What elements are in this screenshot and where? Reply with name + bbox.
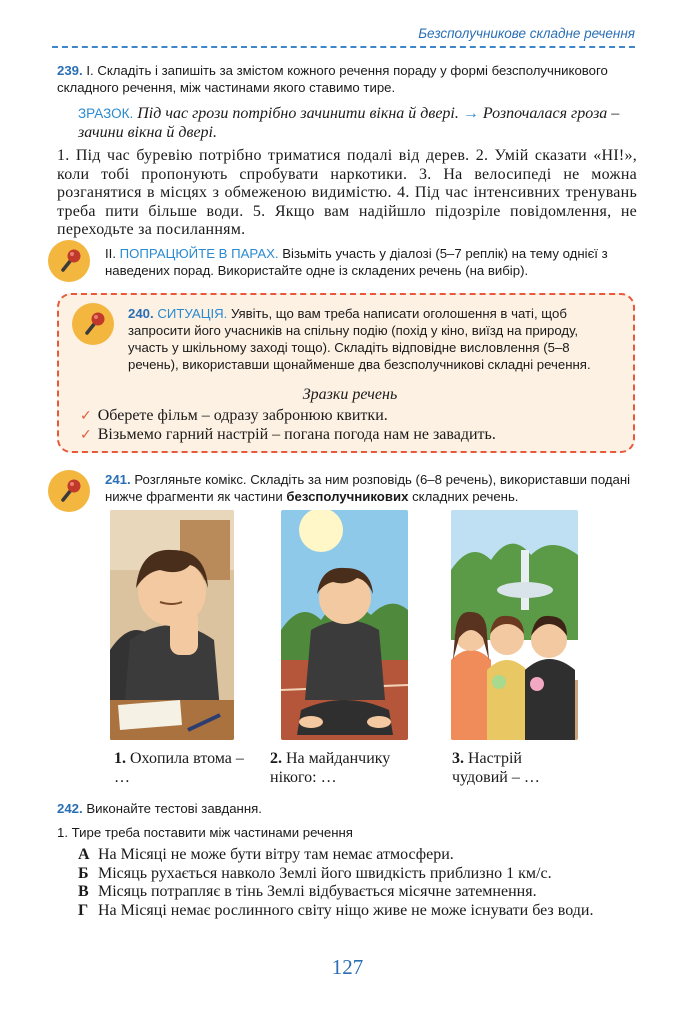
microphone-icon [72,303,114,345]
exercise-239-part1-text: І. Складіть і запишіть за змістом кожного речення пораду у формі безсполучникового складного речення, між частинами якого ставимо тире. [57,63,608,95]
header-title: Безсполучникове складне речення [418,26,635,41]
exercise-239-part2 [105,245,637,279]
exercise-241-bold-word: безсполучникових [286,489,409,504]
exercise-242-text: Виконайте тестові завдання. [86,801,262,816]
header-divider [52,46,635,48]
exercise-241-text-before: Розгляньте комікс. Складіть за ним розповідь (6–8 речень), використавши подані нижче фрагменти як частини [105,472,631,504]
comic-panel-empty-playground [281,510,408,740]
exercise-239-sample [78,105,636,142]
exercise-239-task [57,62,637,96]
test-option: Б Місяць рухається навколо Землі його швидкість приблизно 1 км/с. [78,864,552,882]
sample-sentence: ✓ Оберете фільм – одразу забронюю квитки. [80,407,388,424]
exercise-241-task [105,471,637,505]
sample-text-2: Розпочалася гроза – зачини вікна й двері. [78,105,620,141]
page-number: 127 [331,955,364,979]
microphone-icon [48,470,90,512]
situation-label: СИТУАЦІЯ. [157,306,228,321]
test-question: 1. Тире треба поставити між частинами речення [57,825,353,840]
microphone-icon [48,240,90,282]
test-option: В Місяць потрапляє в тінь Землі відбувається місячне затемнення. [78,883,537,900]
comic-caption-1: 1. Охопила втома – … [114,750,244,786]
exercise-239-sentences: 1. Під час буревію потрібно триматися подалі від дерев. 2. Умій сказати «НІ!», коли тобі пропонують спробувати наркотики. 3. На велосипеді не можна розганятися в місцях з обмеженою видимістю. 4. Під час інтенсивних тренувань треба пити більше води. 5. Якщо вам надійшло підозріле повідомлення, не переходьте за посиланням. [57,147,637,238]
comic-caption-3: 3. Настрій чудовий – … [452,750,540,786]
exercise-241-text-after: складних речень. [412,489,519,504]
pair-work-label: ПОПРАЦЮЙТЕ В ПАРАХ. [119,246,279,261]
part2-prefix: ІІ. [105,246,116,261]
comic-panel-happy-friends [451,510,578,740]
samples-title: Зразки речень [302,386,398,403]
sample-sentence: ✓ Візьмемо гарний настрій – погана погода нам не завадить. [80,425,496,443]
test-option: Г На Місяці немає рослинного світу ніщо живе не може існувати без води. [78,901,594,919]
sample-label: ЗРАЗОК. [78,106,134,121]
checkmark-icon: ✓ [80,426,92,443]
exercise-241-number: 241. [105,472,131,487]
exercise-240-number: 240. [128,306,154,321]
exercise-239-number: 239. [57,63,83,78]
exercise-240-text: Уявіть, що вам треба написати оголошення в чаті, щоб запросити його учасників на спільну подію (похід у кіно, виїзд на природу, участь у шкільному заході тощо). Складіть відповідне висловлення (5–8 речень), використавши щонайменше два безсполучникові складні речення. [128,306,591,372]
exercise-240-task [128,305,620,373]
test-options [78,846,638,920]
comic-caption-2: 2. На майданчику нікого: … [270,750,391,786]
sample-text-1: Під час грози потрібно зачинити вікна й двері. [137,105,459,122]
exercise-242-task [57,800,262,817]
part2-text: Візьміть участь у діалозі (5–7 реплік) на тему однієї з наведених порад. Використайте одне із складених речень (на вибір). [105,246,608,278]
checkmark-icon: ✓ [80,408,92,424]
arrow-right-icon: → [462,105,479,122]
comic-panel-tired-boy [110,510,234,740]
samples-list [80,407,620,444]
test-option: А На Місяці не може бути вітру там немає атмосфери. [78,846,454,863]
exercise-242-number: 242. [57,801,83,816]
